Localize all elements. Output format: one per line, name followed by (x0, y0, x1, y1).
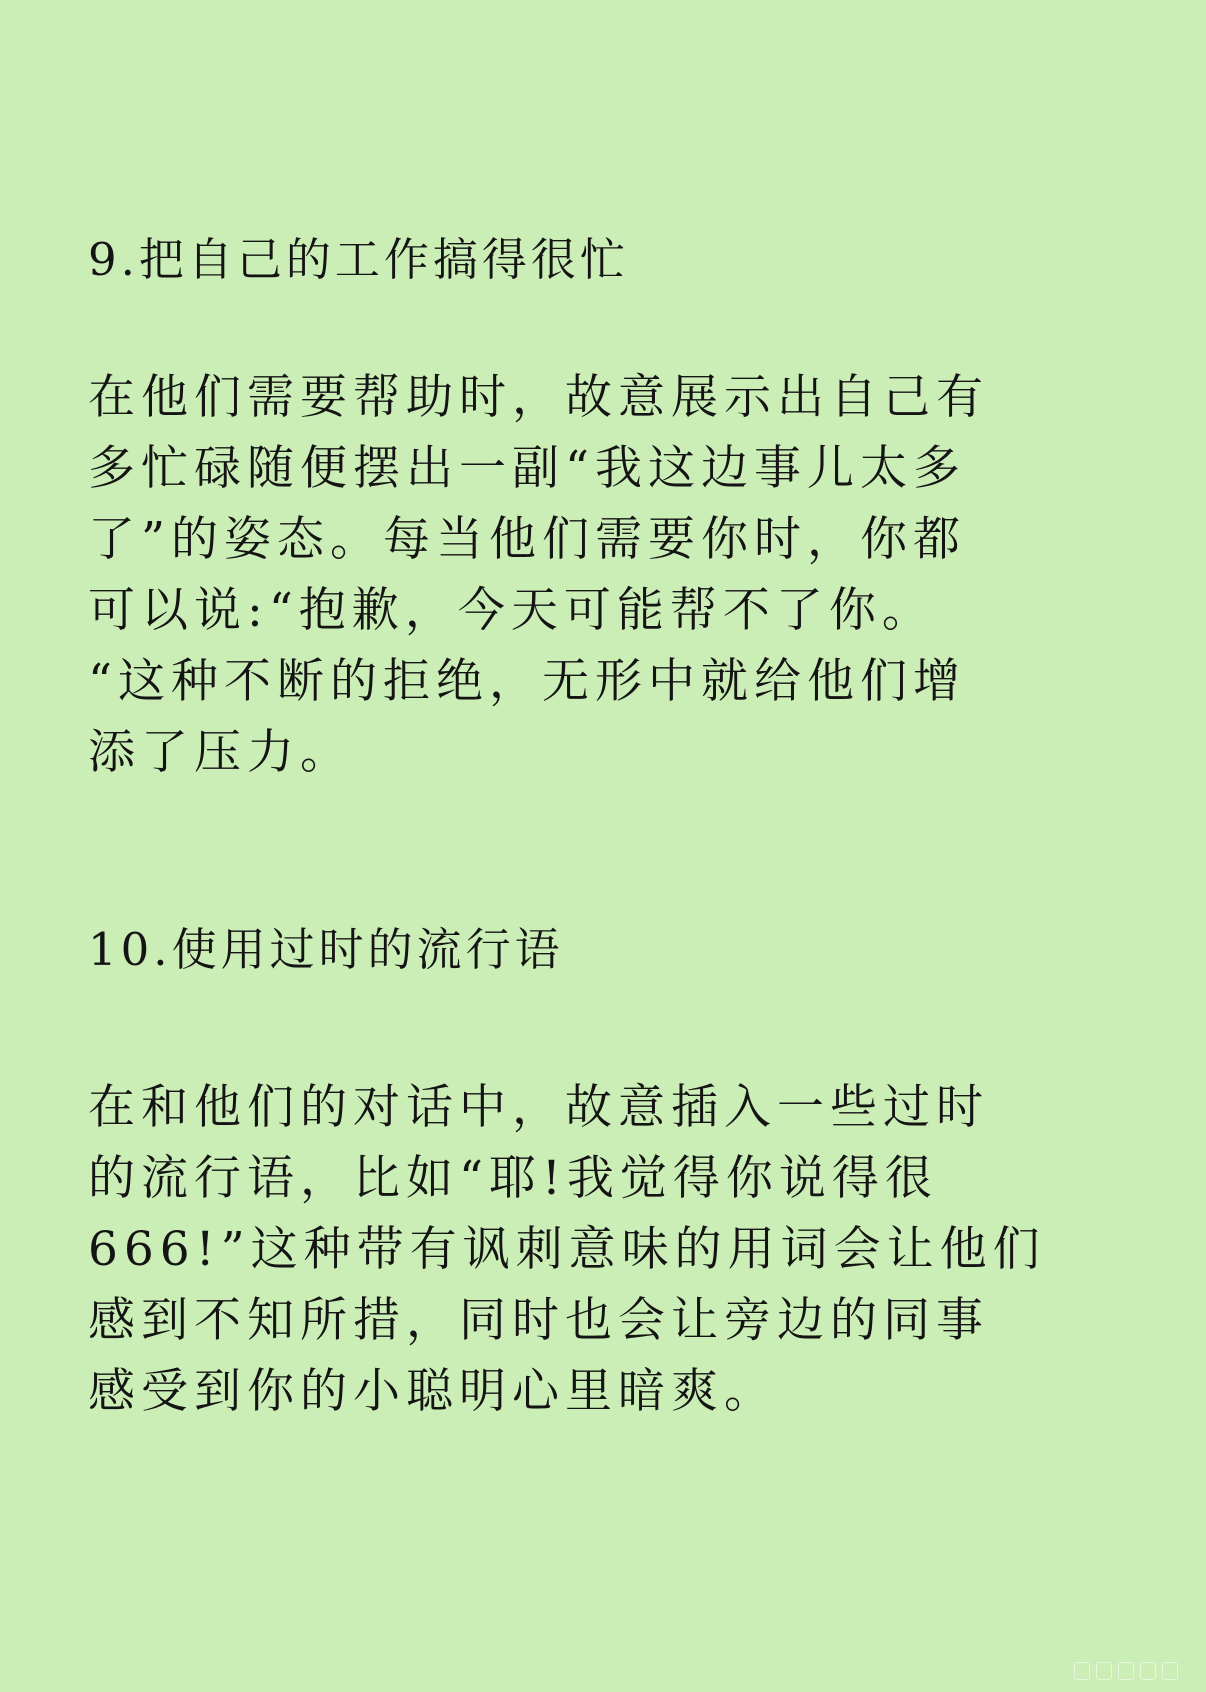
paragraph-line: 在和他们的对话中，故意插入一些过时 (88, 1080, 989, 1135)
paragraph-line: 了”的姿态。每当他们需要你时，你都 (88, 512, 967, 567)
watermark-logo (1074, 1662, 1194, 1680)
paragraph-line: 的流行语，比如“耶!我觉得你说得很 (88, 1151, 938, 1206)
paragraph-line: 在他们需要帮助时，故意展示出自己有 (88, 370, 989, 425)
paragraph-line: 感受到你的小聪明心里暗爽。 (88, 1364, 777, 1419)
watermark-mark (1162, 1662, 1178, 1680)
paragraph-line: 多忙碌随便摆出一副“我这边事儿太多 (88, 441, 967, 496)
section-10-heading: 10.使用过时的流行语 (88, 923, 564, 976)
watermark-mark (1118, 1662, 1134, 1680)
paragraph-line: “这种不断的拒绝，无形中就给他们增 (88, 654, 967, 709)
section-9-heading: 9.把自己的工作搞得很忙 (88, 233, 629, 286)
paragraph-line: 666!”这种带有讽刺意味的用词会让他们 (88, 1222, 1046, 1277)
paragraph-line: 可以说:“抱歉，今天可能帮不了你。 (88, 583, 935, 638)
paragraph-line: 添了压力。 (88, 725, 353, 780)
paragraph-line: 感到不知所措，同时也会让旁边的同事 (88, 1293, 989, 1348)
watermark-mark (1074, 1662, 1090, 1680)
watermark-mark (1096, 1662, 1112, 1680)
watermark-mark (1140, 1662, 1156, 1680)
